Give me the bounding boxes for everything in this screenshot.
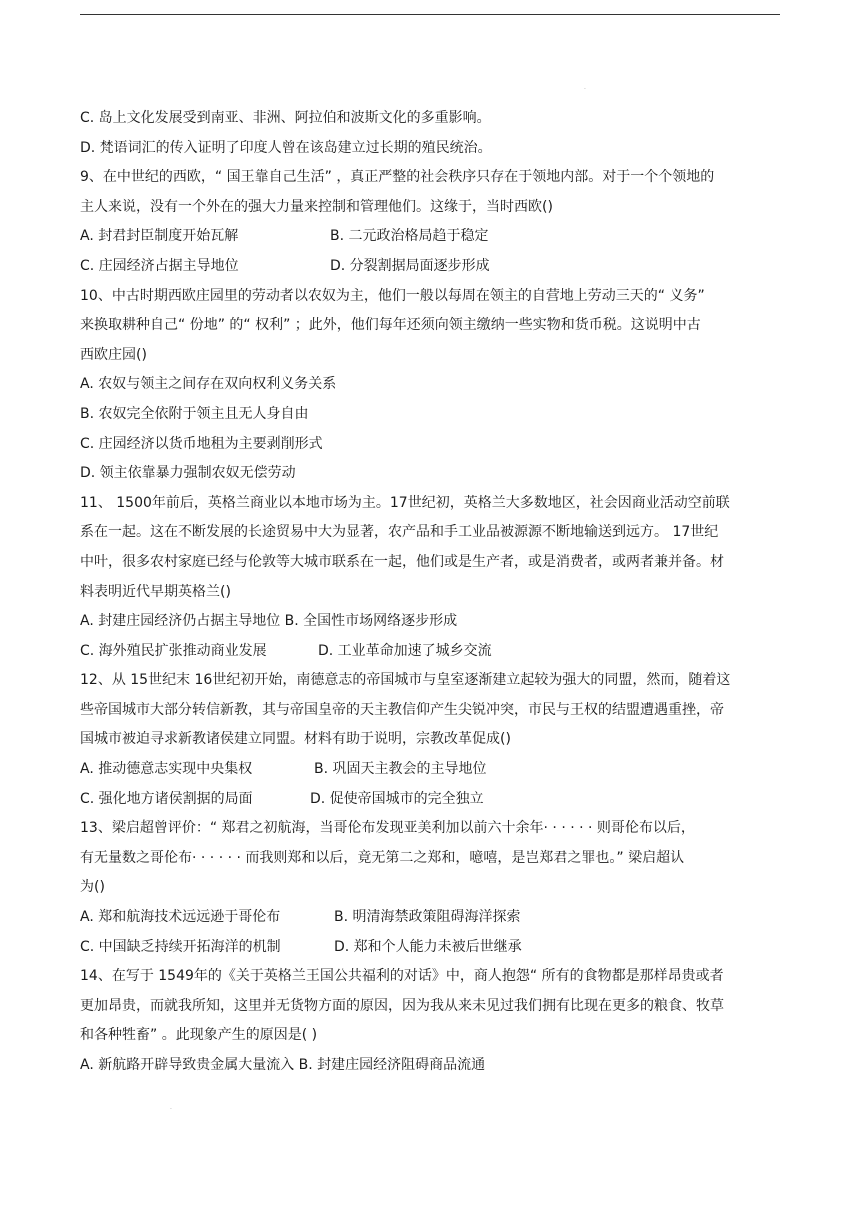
option-line: C. 岛上文化发展受到南亚、非洲、阿拉伯和波斯文化的多重影响。 <box>80 110 491 126</box>
option-b: B. 农奴完全依附于领主且无人身自由 <box>80 405 309 422</box>
option-a: A. 农奴与领主之间存在双向权利义务关系 <box>80 376 337 393</box>
question-12-stem: 些帝国城市大部分转信新教，其与帝国皇帝的天主教信仰产生尖锐冲突，市民与王权的结盟遭遇重挫，帝 <box>80 701 724 718</box>
question-14-stem: 更加昂贵，而就我所知，这里并无货物方面的原因，因为我从来未见过我们拥有比现在更多的粮食、牧草 <box>80 997 724 1014</box>
question-11-stem: 系在一起。这在不断发展的长途贸易中大为显著，农产品和手工业品被源源不断地输送到远方。 17世纪 <box>80 524 719 541</box>
question-11-options <box>80 637 784 667</box>
option-c: C. 中国缺乏持续开拓海洋的机制 <box>80 938 281 955</box>
question-14-stem: 和各种牲畜” 。此现象产生的原因是( ) <box>80 1027 318 1044</box>
stray-dot: · <box>584 86 586 93</box>
option-d: D. 领主依靠暴力强制农奴无偿劳动 <box>80 465 296 482</box>
question-13-options <box>80 933 784 963</box>
question-9-options <box>80 222 784 252</box>
stray-dot: · <box>170 1106 172 1113</box>
option-c: C. 海外殖民扩张推动商业发展 <box>80 642 267 659</box>
option-a: A. 推动德意志实现中央集权 <box>80 761 253 778</box>
question-12-options <box>80 755 784 785</box>
question-13-stem: 13、梁启超曾评价：“ 郑君之初航海，当哥伦布发现亚美利加以前六十余年· · · · · · 则哥伦布以后， <box>80 820 695 837</box>
option-c: C. 强化地方诸侯割据的局面 <box>80 790 253 807</box>
question-12-stem: 12、从 15世纪末 16世纪初开始，南德意志的帝国城市与皇室逐渐建立起较为强大的同盟，然而，随着这 <box>80 672 731 689</box>
question-13-options <box>80 903 784 933</box>
option-b: B. 明清海禁政策阻碍海洋探索 <box>334 909 521 926</box>
option-line: D. 梵语词汇的传入证明了印度人曾在该岛建立过长期的殖民统治。 <box>80 139 492 156</box>
question-12-stem: 国城市被迫寻求新教诸侯建立同盟。材料有助于说明，宗教改革促成() <box>80 731 511 748</box>
question-10-stem: 西欧庄园() <box>80 346 147 363</box>
question-14-stem: 14、在写于 1549年的《关于英格兰王国公共福利的对话》中，商人抱怨“ 所有的食物都是那样昂贵或者 <box>80 968 724 985</box>
option-b: B. 二元政治格局趋于稳定 <box>330 228 489 245</box>
question-12-options <box>80 785 784 815</box>
question-9-stem: 主人来说，没有一个外在的强大力量来控制和管理他们。这缘于，当时西欧() <box>80 198 553 215</box>
option-d: D. 郑和个人能力未被后世继承 <box>334 938 522 955</box>
option-a: A. 封君封臣制度开始瓦解 <box>80 228 239 245</box>
question-10-stem: 来换取耕种自己“ 份地” 的“ 权利” ；此外，他们每年还须向领主缴纳一些实物和货币税。这说明中古 <box>80 317 701 334</box>
option-c: C. 庄园经济以货币地租为主要剥削形式 <box>80 435 323 452</box>
question-11-stem: 料表明近代早期英格兰() <box>80 583 231 600</box>
option-d: D. 促使帝国城市的完全独立 <box>310 790 484 807</box>
question-13-stem: 有无量数之哥伦布· · · · · · 而我则郑和以后，竟无第二之郑和，噫嘻，是岂郑君之罪也。” 梁启超认 <box>80 849 685 866</box>
option-a: A. 郑和航海技术远远逊于哥伦布 <box>80 909 281 926</box>
option-d: D. 分裂割据局面逐步形成 <box>330 257 490 274</box>
question-9-options <box>80 252 784 282</box>
question-11-stem: 11、 1500年前后，英格兰商业以本地市场为主。17世纪初，英格兰大多数地区，社会因商业活动空前联 <box>80 494 730 511</box>
option-a-b: A. 新航路开辟导致贵金属大量流入 B. 封建庄园经济阻碍商品流通 <box>80 1057 486 1073</box>
option-d: D. 工业革命加速了城乡交流 <box>318 642 492 659</box>
question-11-stem: 中叶，很多农村家庭已经与伦敦等大城市联系在一起，他们或是生产者，或是消费者，或两者兼并备。材 <box>80 553 724 570</box>
option-a-b: A. 封建庄园经济仍占据主导地位 B. 全国性市场网络逐步形成 <box>80 613 458 630</box>
option-c: C. 庄园经济占据主导地位 <box>80 257 239 274</box>
question-9-stem: 9、在中世纪的西欧，“ 国王靠自己生活” ，真正严整的社会秩序只存在于领地内部。对于一个个领地的 <box>80 169 715 186</box>
header-rule <box>80 14 780 15</box>
option-b: B. 巩固天主教会的主导地位 <box>314 761 487 778</box>
question-13-stem: 为() <box>80 879 105 896</box>
document-body <box>80 104 784 1081</box>
question-10-stem: 10、中古时期西欧庄园里的劳动者以农奴为主，他们一般以每周在领主的自营地上劳动三天的“ 义务” <box>80 287 705 304</box>
